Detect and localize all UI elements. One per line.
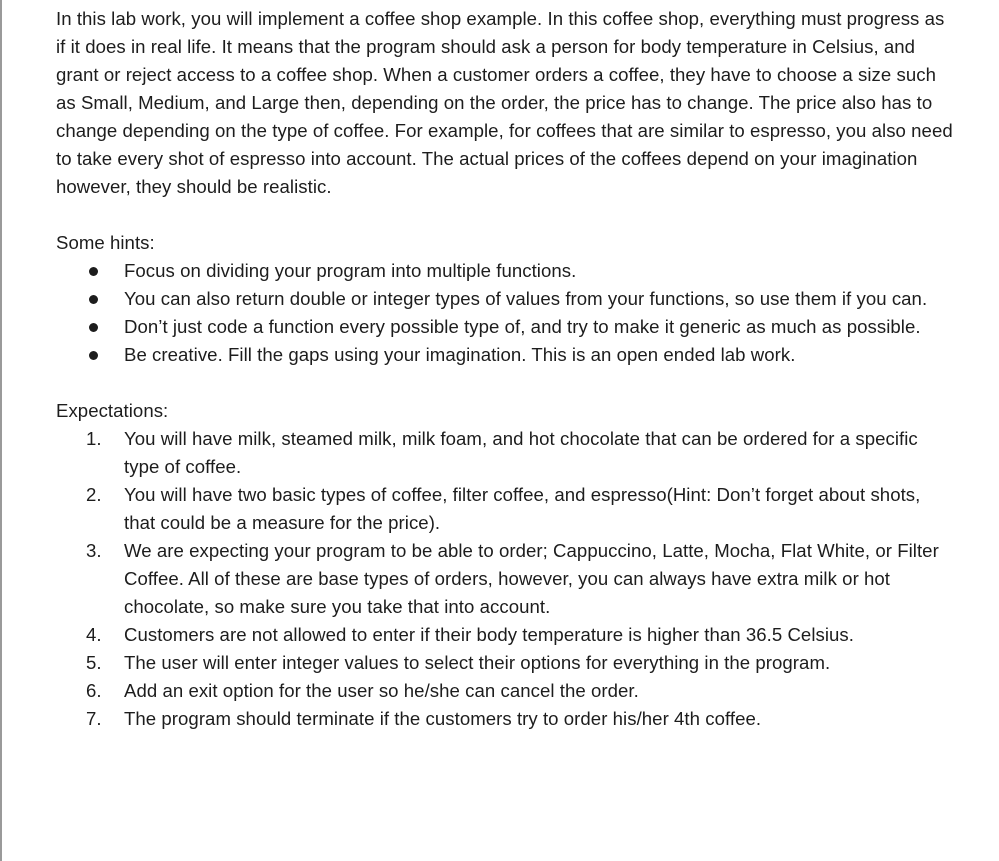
expectation-text: The program should terminate if the customers try to order his/her 4th coffee. bbox=[124, 708, 762, 729]
expectation-item bbox=[56, 677, 956, 705]
hint-item bbox=[56, 341, 956, 369]
item-number: 5. bbox=[86, 652, 102, 673]
expectation-item bbox=[56, 621, 956, 649]
hint-item bbox=[56, 313, 956, 341]
hint-item bbox=[56, 285, 956, 313]
expectation-text: Add an exit option for the user so he/she can cancel the order. bbox=[124, 680, 639, 701]
expectations-list bbox=[56, 425, 956, 733]
bullet-icon bbox=[89, 351, 98, 360]
document-content bbox=[56, 5, 956, 733]
item-number: 6. bbox=[86, 680, 102, 701]
expectation-item bbox=[56, 425, 956, 481]
item-number: 1. bbox=[86, 428, 102, 449]
item-number: 3. bbox=[86, 540, 102, 561]
expectation-item bbox=[56, 649, 956, 677]
bullet-icon bbox=[89, 267, 98, 276]
expectation-item bbox=[56, 481, 956, 537]
intro-paragraph: In this lab work, you will implement a coffee shop example. In this coffee shop, everything must progress as if it does in real life. It means that the program should ask a person for body temperature in Celsius, and grant or reject access to a coffee shop. When a customer orders a coffee, they have to choose a size such as Small, Medium, and Large then, depending on the order, the price has to change. The price also has to change depending on the type of coffee. For example, for coffees that are similar to espresso, you also need to take every shot of espresso into account. The actual prices of the coffees depend on your imagination however, they should be realistic. bbox=[56, 8, 953, 197]
bullet-icon bbox=[89, 323, 98, 332]
expectation-text: You will have two basic types of coffee, filter coffee, and espresso(Hint: Don’t forget about shots, that could be a measure for the price). bbox=[124, 484, 921, 533]
hint-text: Don’t just code a function every possible type of, and try to make it generic as much as possible. bbox=[124, 316, 921, 337]
item-number: 4. bbox=[86, 624, 102, 645]
expectations-heading: Expectations: bbox=[56, 400, 169, 421]
expectation-text: We are expecting your program to be able to order; Cappuccino, Latte, Mocha, Flat White, or Filter Coffee. All of these are base types of orders, however, you can always have extra milk or hot chocolate, so make sure you take that into account. bbox=[124, 540, 939, 617]
expectation-text: You will have milk, steamed milk, milk foam, and hot chocolate that can be ordered for a specific type of coffee. bbox=[124, 428, 918, 477]
expectation-text: The user will enter integer values to select their options for everything in the program. bbox=[124, 652, 831, 673]
hints-list bbox=[56, 257, 956, 369]
hint-text: Focus on dividing your program into multiple functions. bbox=[124, 260, 577, 281]
expectation-item bbox=[56, 537, 956, 621]
hints-heading: Some hints: bbox=[56, 232, 155, 253]
expectation-item bbox=[56, 705, 956, 733]
hint-item bbox=[56, 257, 956, 285]
hint-text: You can also return double or integer types of values from your functions, so use them if you can. bbox=[124, 288, 928, 309]
item-number: 7. bbox=[86, 708, 102, 729]
bullet-icon bbox=[89, 295, 98, 304]
expectation-text: Customers are not allowed to enter if their body temperature is higher than 36.5 Celsius. bbox=[124, 624, 854, 645]
item-number: 2. bbox=[86, 484, 102, 505]
hint-text: Be creative. Fill the gaps using your imagination. This is an open ended lab work. bbox=[124, 344, 796, 365]
